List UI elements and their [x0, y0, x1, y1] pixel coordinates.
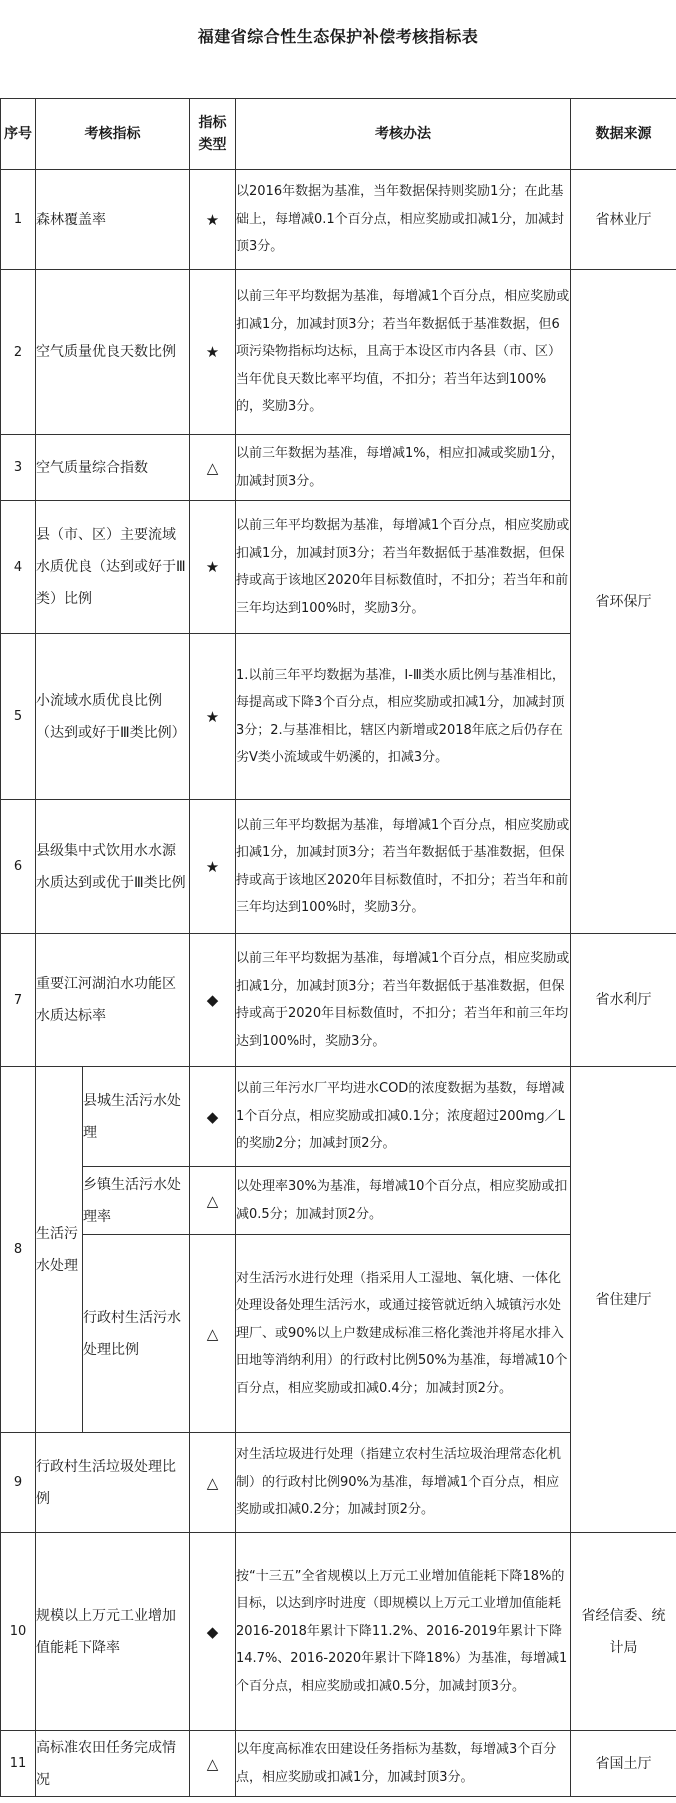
table-row	[1, 1533, 676, 1731]
header-type: 指标类型	[190, 99, 236, 170]
sub-indicator-name: 县城生活污水处理	[83, 1067, 190, 1167]
star-icon: ★	[190, 800, 236, 934]
assessment-method: 以前三年数据为基准，每增减1%，相应扣减或奖励1分，加减封顶3分。	[236, 435, 571, 501]
header-indicator: 考核指标	[36, 99, 190, 170]
row-no: 8	[1, 1067, 36, 1433]
triangle-icon: △	[190, 435, 236, 501]
indicator-name: 行政村生活垃圾处理比例	[36, 1433, 190, 1533]
data-source-economy: 省经信委、统计局	[571, 1533, 676, 1731]
triangle-icon: △	[190, 1235, 236, 1433]
indicator-name: 县（市、区）主要流域水质优良（达到或好于Ⅲ类）比例	[36, 501, 190, 634]
header-source: 数据来源	[571, 99, 676, 170]
data-source-housing: 省住建厅	[571, 1067, 676, 1533]
assessment-method: 1.以前三年平均数据为基准，Ⅰ-Ⅲ类水质比例与基准相比，每提高或下降3个百分点，相应奖励或扣减1分，加减封顶 3分；2.与基准相比，辖区内新增或2018年底之后仍存在劣Ⅴ类小流域或牛奶溪的，扣减3分。	[236, 634, 571, 800]
triangle-icon: △	[190, 1433, 236, 1533]
indicator-group: 生活污水处理	[36, 1067, 83, 1433]
assessment-method: 对生活污水进行处理（指采用人工湿地、氧化塘、一体化处理设备处理生活污水，或通过接管就近纳入城镇污水处理厂、或90%以上户数建成标准三格化粪池并将尾水排入田地等消纳利用）的行政村比例50%为基准，每增减10个百分点，相应奖励或扣减0.4分；加减封顶2分。	[236, 1235, 571, 1433]
diamond-icon: ◆	[190, 1067, 236, 1167]
assessment-method: 以处理率30%为基准，每增减10个百分点，相应奖励或扣减0.5分；加减封顶2分。	[236, 1167, 571, 1235]
row-no: 7	[1, 934, 36, 1067]
row-no: 5	[1, 634, 36, 800]
sub-indicator-name: 行政村生活污水处理比例	[83, 1235, 190, 1433]
table-row	[1, 170, 676, 270]
indicator-name: 空气质量优良天数比例	[36, 270, 190, 435]
assessment-method: 以前三年污水厂平均进水COD的浓度数据为基数，每增减1个百分点，相应奖励或扣减0.1分；浓度超过200mg／L 的奖励2分；加减封顶2分。	[236, 1067, 571, 1167]
data-source-forestry: 省林业厅	[571, 170, 676, 270]
table-row	[1, 270, 676, 435]
indicator-name: 重要江河湖泊水功能区水质达标率	[36, 934, 190, 1067]
indicator-name: 县级集中式饮用水水源水质达到或优于Ⅲ类比例	[36, 800, 190, 934]
sub-indicator-name: 乡镇生活污水处理率	[83, 1167, 190, 1235]
star-icon: ★	[190, 270, 236, 435]
assessment-method: 以前三年平均数据为基准，每增减1个百分点，相应奖励或扣减1分，加减封顶3分；若当年数据低于基准数据，但6项污染物指标均达标，且高于本设区市内各县（市、区）当年优良天数比率平均值，不扣分；若当年达到100%的，奖励3分。	[236, 270, 571, 435]
row-no: 11	[1, 1731, 36, 1797]
page-title: 福建省综合性生态保护补偿考核指标表	[197, 27, 479, 46]
indicator-table	[0, 98, 676, 1797]
data-source-land: 省国土厅	[571, 1731, 676, 1797]
star-icon: ★	[190, 634, 236, 800]
indicator-name: 规模以上万元工业增加值能耗下降率	[36, 1533, 190, 1731]
triangle-icon: △	[190, 1731, 236, 1797]
table-row	[1, 1067, 676, 1167]
assessment-method: 以前三年平均数据为基准，每增减1个百分点，相应奖励或扣减1分，加减封顶3分；若当年数据低于基准数据，但保持或高于该地区2020年目标数值时，不扣分；若当年和前三年均达到100%时，奖励3分。	[236, 800, 571, 934]
row-no: 4	[1, 501, 36, 634]
data-source-water: 省水利厅	[571, 934, 676, 1067]
header-row	[1, 99, 676, 170]
assessment-method: 以前三年平均数据为基准，每增减1个百分点，相应奖励或扣减1分，加减封顶3分；若当年数据低于基准数据，但保持或高于2020年目标数值时，不扣分；若当年和前三年均达到100%时，奖励3分。	[236, 934, 571, 1067]
row-no: 9	[1, 1433, 36, 1533]
star-icon: ★	[190, 501, 236, 634]
indicator-name: 高标准农田任务完成情况	[36, 1731, 190, 1797]
diamond-icon: ◆	[190, 1533, 236, 1731]
star-icon: ★	[190, 170, 236, 270]
row-no: 3	[1, 435, 36, 501]
table-row	[1, 1731, 676, 1797]
assessment-method: 按“十三五”全省规模以上万元工业增加值能耗下降18%的目标，以达到序时进度（即规模以上万元工业增加值能耗2016-2018年累计下降11.2%、2016-2019年累计下降14.7%、2016-2020年累计下降18%）为基准，每增减1个百分点，相应奖励或扣减0.5分，加减封顶3分。	[236, 1533, 571, 1731]
table-row	[1, 934, 676, 1067]
indicator-name: 森林覆盖率	[36, 170, 190, 270]
diamond-icon: ◆	[190, 934, 236, 1067]
triangle-icon: △	[190, 1167, 236, 1235]
assessment-method: 以前三年平均数据为基准，每增减1个百分点，相应奖励或扣减1分，加减封顶3分；若当年数据低于基准数据，但保持或高于该地区2020年目标数值时，不扣分；若当年和前三年均达到100%时，奖励3分。	[236, 501, 571, 634]
indicator-name: 小流域水质优良比例（达到或好于Ⅲ类比例）	[36, 634, 190, 800]
assessment-method: 以2016年数据为基准，当年数据保持则奖励1分；在此基础上，每增减0.1个百分点，相应奖励或扣减1分，加减封顶3分。	[236, 170, 571, 270]
header-no: 序号	[1, 99, 36, 170]
row-no: 10	[1, 1533, 36, 1731]
row-no: 6	[1, 800, 36, 934]
header-method: 考核办法	[236, 99, 571, 170]
assessment-method: 以年度高标准农田建设任务指标为基数，每增减3个百分点，相应奖励或扣减1分，加减封顶3分。	[236, 1731, 571, 1797]
data-source-environment: 省环保厅	[571, 270, 676, 934]
row-no: 1	[1, 170, 36, 270]
indicator-name: 空气质量综合指数	[36, 435, 190, 501]
row-no: 2	[1, 270, 36, 435]
assessment-method: 对生活垃圾进行处理（指建立农村生活垃圾治理常态化机制）的行政村比例90%为基准，每增减1个百分点，相应奖励或扣减0.2分；加减封顶2分。	[236, 1433, 571, 1533]
